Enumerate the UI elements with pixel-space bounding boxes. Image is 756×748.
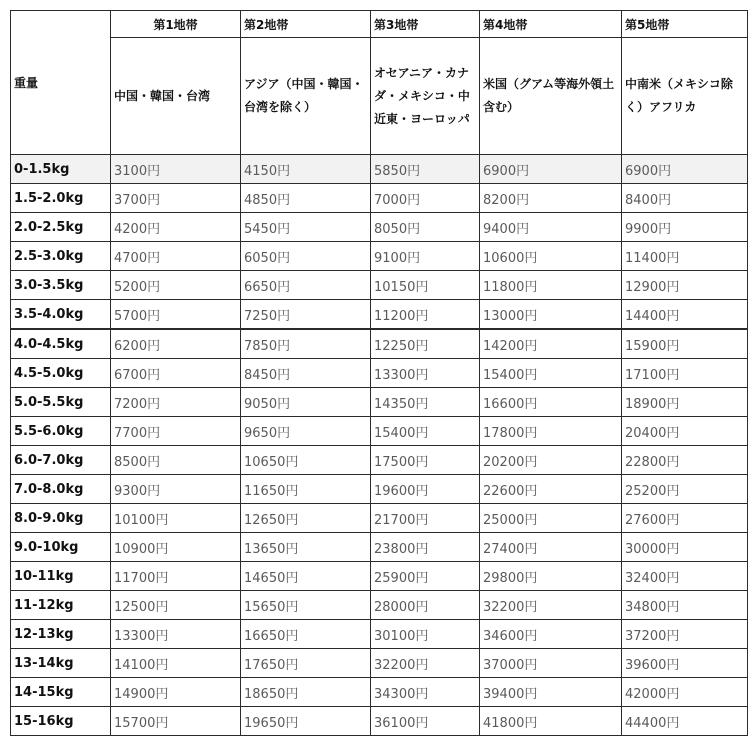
table-row <box>11 359 748 388</box>
price-cell-zone-5: 17100円 <box>622 359 748 388</box>
weight-range-cell: 3.0-3.5kg <box>11 271 111 300</box>
table-row <box>11 591 748 620</box>
weight-range-cell: 6.0-7.0kg <box>11 446 111 475</box>
table-row <box>11 475 748 504</box>
price-cell-zone-5: 39600円 <box>622 649 748 678</box>
price-cell-zone-5: 11400円 <box>622 242 748 271</box>
price-cell-zone-2: 7250円 <box>241 300 371 330</box>
price-cell-zone-3: 32200円 <box>371 649 480 678</box>
table-row <box>11 242 748 271</box>
price-cell-zone-1: 11700円 <box>111 562 241 591</box>
zone-2-regions: アジア（中国・韓国・台湾を除く） <box>241 38 371 155</box>
price-cell-zone-1: 14100円 <box>111 649 241 678</box>
price-cell-zone-4: 22600円 <box>480 475 622 504</box>
price-cell-zone-5: 12900円 <box>622 271 748 300</box>
price-cell-zone-4: 32200円 <box>480 591 622 620</box>
price-cell-zone-1: 7700円 <box>111 417 241 446</box>
price-cell-zone-2: 9650円 <box>241 417 371 446</box>
price-cell-zone-4: 9400円 <box>480 213 622 242</box>
weight-range-cell: 4.5-5.0kg <box>11 359 111 388</box>
price-cell-zone-2: 15650円 <box>241 591 371 620</box>
table-row <box>11 446 748 475</box>
price-cell-zone-1: 4700円 <box>111 242 241 271</box>
price-cell-zone-5: 42000円 <box>622 678 748 707</box>
weight-range-cell: 2.5-3.0kg <box>11 242 111 271</box>
zone-1-header: 第1地帯 <box>111 11 241 38</box>
price-cell-zone-3: 28000円 <box>371 591 480 620</box>
price-cell-zone-1: 3100円 <box>111 155 241 184</box>
weight-range-cell: 5.5-6.0kg <box>11 417 111 446</box>
table-row <box>11 155 748 184</box>
price-cell-zone-2: 17650円 <box>241 649 371 678</box>
price-cell-zone-5: 32400円 <box>622 562 748 591</box>
price-cell-zone-1: 10100円 <box>111 504 241 533</box>
price-cell-zone-2: 8450円 <box>241 359 371 388</box>
price-cell-zone-3: 9100円 <box>371 242 480 271</box>
table-row <box>11 504 748 533</box>
weight-range-cell: 2.0-2.5kg <box>11 213 111 242</box>
price-cell-zone-4: 39400円 <box>480 678 622 707</box>
price-cell-zone-4: 15400円 <box>480 359 622 388</box>
price-cell-zone-2: 14650円 <box>241 562 371 591</box>
price-cell-zone-1: 5700円 <box>111 300 241 330</box>
price-cell-zone-2: 11650円 <box>241 475 371 504</box>
price-cell-zone-5: 14400円 <box>622 300 748 330</box>
price-cell-zone-3: 7000円 <box>371 184 480 213</box>
weight-range-cell: 3.5-4.0kg <box>11 300 111 330</box>
price-cell-zone-5: 27600円 <box>622 504 748 533</box>
zone-3-regions: オセアニア・カナダ・メキシコ・中近東・ヨーロッパ <box>371 38 480 155</box>
price-cell-zone-4: 20200円 <box>480 446 622 475</box>
price-cell-zone-2: 5450円 <box>241 213 371 242</box>
table-header <box>11 11 748 155</box>
rate-sheet <box>10 10 748 736</box>
price-cell-zone-5: 30000円 <box>622 533 748 562</box>
price-cell-zone-5: 9900円 <box>622 213 748 242</box>
price-cell-zone-5: 8400円 <box>622 184 748 213</box>
price-cell-zone-2: 18650円 <box>241 678 371 707</box>
price-cell-zone-4: 25000円 <box>480 504 622 533</box>
zone-5-regions: 中南米（メキシコ除く）アフリカ <box>622 38 748 155</box>
price-cell-zone-4: 27400円 <box>480 533 622 562</box>
price-cell-zone-2: 7850円 <box>241 329 371 359</box>
shipping-rate-table <box>10 10 748 736</box>
price-cell-zone-1: 15700円 <box>111 707 241 736</box>
weight-range-cell: 12-13kg <box>11 620 111 649</box>
weight-range-cell: 7.0-8.0kg <box>11 475 111 504</box>
zone-3-header: 第3地帯 <box>371 11 480 38</box>
region-header-row <box>11 38 748 155</box>
price-cell-zone-3: 17500円 <box>371 446 480 475</box>
zone-header-row <box>11 11 748 38</box>
price-cell-zone-5: 37200円 <box>622 620 748 649</box>
price-cell-zone-1: 13300円 <box>111 620 241 649</box>
price-cell-zone-5: 18900円 <box>622 388 748 417</box>
table-row <box>11 649 748 678</box>
price-cell-zone-3: 25900円 <box>371 562 480 591</box>
weight-range-cell: 5.0-5.5kg <box>11 388 111 417</box>
price-cell-zone-5: 6900円 <box>622 155 748 184</box>
price-cell-zone-2: 12650円 <box>241 504 371 533</box>
zone-1-regions: 中国・韓国・台湾 <box>111 38 241 155</box>
price-cell-zone-1: 6200円 <box>111 329 241 359</box>
price-cell-zone-4: 41800円 <box>480 707 622 736</box>
zone-4-regions: 米国（グアム等海外領土含む） <box>480 38 622 155</box>
table-row <box>11 271 748 300</box>
price-cell-zone-3: 30100円 <box>371 620 480 649</box>
price-cell-zone-3: 5850円 <box>371 155 480 184</box>
price-cell-zone-3: 14350円 <box>371 388 480 417</box>
weight-range-cell: 14-15kg <box>11 678 111 707</box>
weight-range-cell: 9.0-10kg <box>11 533 111 562</box>
price-cell-zone-1: 12500円 <box>111 591 241 620</box>
price-cell-zone-2: 6050円 <box>241 242 371 271</box>
weight-range-cell: 10-11kg <box>11 562 111 591</box>
price-cell-zone-1: 4200円 <box>111 213 241 242</box>
price-cell-zone-4: 37000円 <box>480 649 622 678</box>
table-body <box>11 155 748 736</box>
price-cell-zone-4: 11800円 <box>480 271 622 300</box>
price-cell-zone-5: 34800円 <box>622 591 748 620</box>
price-cell-zone-2: 4850円 <box>241 184 371 213</box>
table-row <box>11 213 748 242</box>
table-row <box>11 678 748 707</box>
price-cell-zone-1: 6700円 <box>111 359 241 388</box>
zone-2-header: 第2地帯 <box>241 11 371 38</box>
price-cell-zone-1: 5200円 <box>111 271 241 300</box>
weight-range-cell: 4.0-4.5kg <box>11 329 111 359</box>
price-cell-zone-4: 8200円 <box>480 184 622 213</box>
table-row <box>11 562 748 591</box>
zone-5-header: 第5地帯 <box>622 11 748 38</box>
table-row <box>11 184 748 213</box>
price-cell-zone-5: 25200円 <box>622 475 748 504</box>
table-row <box>11 329 748 359</box>
price-cell-zone-1: 10900円 <box>111 533 241 562</box>
price-cell-zone-2: 4150円 <box>241 155 371 184</box>
price-cell-zone-3: 23800円 <box>371 533 480 562</box>
price-cell-zone-2: 16650円 <box>241 620 371 649</box>
price-cell-zone-2: 19650円 <box>241 707 371 736</box>
weight-range-cell: 15-16kg <box>11 707 111 736</box>
table-row <box>11 533 748 562</box>
zone-4-header: 第4地帯 <box>480 11 622 38</box>
price-cell-zone-3: 19600円 <box>371 475 480 504</box>
table-row <box>11 388 748 417</box>
price-cell-zone-4: 6900円 <box>480 155 622 184</box>
price-cell-zone-3: 15400円 <box>371 417 480 446</box>
price-cell-zone-5: 44400円 <box>622 707 748 736</box>
price-cell-zone-1: 9300円 <box>111 475 241 504</box>
price-cell-zone-1: 3700円 <box>111 184 241 213</box>
weight-range-cell: 11-12kg <box>11 591 111 620</box>
price-cell-zone-3: 8050円 <box>371 213 480 242</box>
price-cell-zone-3: 36100円 <box>371 707 480 736</box>
table-row <box>11 417 748 446</box>
weight-range-cell: 0-1.5kg <box>11 155 111 184</box>
price-cell-zone-3: 34300円 <box>371 678 480 707</box>
price-cell-zone-3: 10150円 <box>371 271 480 300</box>
price-cell-zone-1: 14900円 <box>111 678 241 707</box>
table-row <box>11 707 748 736</box>
price-cell-zone-2: 9050円 <box>241 388 371 417</box>
price-cell-zone-4: 16600円 <box>480 388 622 417</box>
weight-range-cell: 8.0-9.0kg <box>11 504 111 533</box>
weight-column-header: 重量 <box>11 11 111 155</box>
price-cell-zone-4: 34600円 <box>480 620 622 649</box>
weight-range-cell: 13-14kg <box>11 649 111 678</box>
price-cell-zone-2: 10650円 <box>241 446 371 475</box>
price-cell-zone-3: 21700円 <box>371 504 480 533</box>
price-cell-zone-3: 11200円 <box>371 300 480 330</box>
price-cell-zone-4: 13000円 <box>480 300 622 330</box>
price-cell-zone-1: 7200円 <box>111 388 241 417</box>
price-cell-zone-5: 20400円 <box>622 417 748 446</box>
price-cell-zone-2: 6650円 <box>241 271 371 300</box>
price-cell-zone-4: 10600円 <box>480 242 622 271</box>
price-cell-zone-5: 15900円 <box>622 329 748 359</box>
price-cell-zone-4: 29800円 <box>480 562 622 591</box>
price-cell-zone-4: 14200円 <box>480 329 622 359</box>
weight-range-cell: 1.5-2.0kg <box>11 184 111 213</box>
table-row <box>11 300 748 330</box>
price-cell-zone-1: 8500円 <box>111 446 241 475</box>
price-cell-zone-2: 13650円 <box>241 533 371 562</box>
table-row <box>11 620 748 649</box>
price-cell-zone-3: 13300円 <box>371 359 480 388</box>
price-cell-zone-3: 12250円 <box>371 329 480 359</box>
price-cell-zone-4: 17800円 <box>480 417 622 446</box>
price-cell-zone-5: 22800円 <box>622 446 748 475</box>
